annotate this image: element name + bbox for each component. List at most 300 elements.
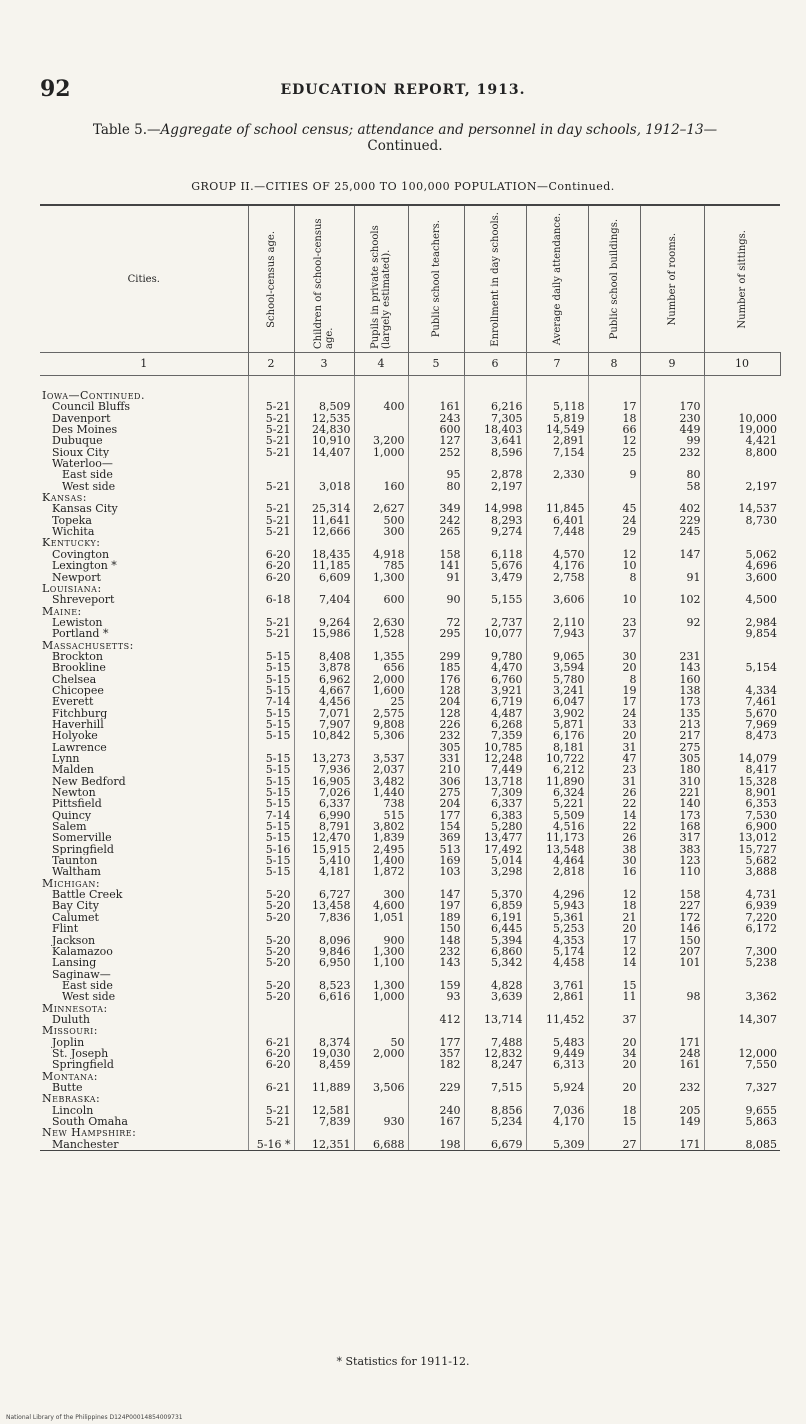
value-cell: 1,839 — [354, 832, 408, 843]
value-cell: 7-14 — [248, 810, 294, 821]
city-name-cell: Des Moines — [40, 424, 248, 435]
value-cell: 299 — [408, 651, 464, 662]
city-name-cell: Somerville — [40, 832, 248, 843]
value-cell: 5,943 — [526, 900, 588, 911]
value-cell: 90 — [408, 594, 464, 605]
value-cell: 8,730 — [745, 514, 777, 527]
value-cell: 148 — [408, 935, 464, 946]
value-cell — [354, 1093, 408, 1104]
value-cell — [526, 458, 588, 469]
value-cell: 3,802 — [354, 821, 408, 832]
city-name-cell: Louisiana: — [40, 583, 248, 594]
value-cell: 101 — [640, 957, 704, 968]
value-cell — [704, 640, 780, 651]
value-cell: 2,110 — [526, 617, 588, 628]
value-cell: 3,018 — [294, 481, 354, 492]
value-cell: 349 — [408, 503, 464, 514]
city-name-cell: Chicopee — [40, 685, 248, 696]
table-row — [40, 719, 780, 730]
value-cell: 14,307 — [738, 1013, 777, 1026]
city-name-cell: New Bedford — [40, 776, 248, 787]
value-cell — [408, 1003, 464, 1014]
city-name-cell: New Hampshire: — [40, 1127, 248, 1138]
column-header — [704, 205, 780, 353]
value-cell: 8,293 — [464, 515, 526, 526]
value-cell: 515 — [354, 810, 408, 821]
value-cell: 13,548 — [526, 844, 588, 855]
city-name-cell: Covington — [40, 549, 248, 560]
value-cell: 400 — [354, 401, 408, 412]
value-cell: 6,609 — [294, 572, 354, 583]
column-number-row — [40, 353, 780, 376]
table-row — [40, 957, 780, 968]
column-header-label: Public school buildings. — [608, 218, 620, 340]
city-name-cell: Everett — [40, 696, 248, 707]
table-row — [40, 560, 780, 571]
value-cell: 5-15 — [248, 651, 294, 662]
value-cell: 5,361 — [526, 912, 588, 923]
value-cell: 14 — [588, 810, 640, 821]
value-cell — [588, 878, 640, 889]
value-cell: 23 — [588, 617, 640, 628]
city-name-cell: Malden — [40, 764, 248, 775]
column-header-label: Pupils in private schools (largely estimated). — [370, 225, 392, 349]
value-cell: 7,550 — [745, 1059, 777, 1071]
value-cell: 7,448 — [526, 526, 588, 537]
value-cell: 5-20 — [248, 946, 294, 957]
value-cell: 357 — [408, 1048, 464, 1059]
value-cell: 198 — [408, 1139, 464, 1151]
value-cell — [354, 583, 408, 594]
value-cell — [354, 492, 408, 503]
value-cell: 9,264 — [294, 617, 354, 628]
caption-continued: Continued. — [367, 138, 443, 154]
column-number: 9 — [640, 353, 704, 376]
value-cell: 5,238 — [745, 957, 777, 969]
value-cell: 5-20 — [248, 991, 294, 1002]
value-cell: 5-21 — [248, 481, 294, 492]
value-cell: 177 — [408, 810, 464, 821]
value-cell: 5-15 — [248, 662, 294, 673]
value-cell — [526, 583, 588, 594]
value-cell: 185 — [408, 662, 464, 673]
city-name-cell: Waterloo— — [40, 458, 248, 469]
value-cell: 6,616 — [294, 991, 354, 1002]
value-cell: 5-21 — [248, 617, 294, 628]
value-cell: 5,280 — [464, 821, 526, 832]
city-name-cell: Kansas: — [40, 492, 248, 503]
value-cell — [248, 640, 294, 651]
value-cell — [248, 1093, 294, 1104]
city-name-cell: Massachusetts: — [40, 640, 248, 651]
value-cell: 3,362 — [745, 991, 777, 1003]
value-cell: 232 — [640, 447, 704, 458]
value-cell: 149 — [640, 1116, 704, 1127]
value-cell: 2,818 — [526, 866, 588, 877]
value-cell: 6-20 — [248, 549, 294, 560]
city-name-cell: Bay City — [40, 900, 248, 911]
table-row — [40, 515, 780, 526]
value-cell: 2,878 — [464, 469, 526, 480]
value-cell: 242 — [408, 515, 464, 526]
column-header — [294, 205, 354, 353]
value-cell: 13,273 — [294, 753, 354, 764]
value-cell — [354, 1071, 408, 1082]
value-cell: 5-15 — [248, 753, 294, 764]
value-cell: 204 — [408, 696, 464, 707]
value-cell: 5,253 — [526, 923, 588, 934]
value-cell: 37 — [588, 628, 640, 639]
city-name-cell: Montana: — [40, 1071, 248, 1082]
value-cell: 6,337 — [464, 798, 526, 809]
value-cell: 230 — [640, 413, 704, 424]
column-header — [354, 205, 408, 353]
value-cell: 7,936 — [294, 764, 354, 775]
value-cell: 16 — [588, 866, 640, 877]
value-cell: 80 — [640, 469, 704, 480]
value-cell: 6,383 — [464, 810, 526, 821]
value-cell — [464, 640, 526, 651]
value-cell: 72 — [408, 617, 464, 628]
value-cell: 135 — [640, 708, 704, 719]
city-name-cell: Lansing — [40, 957, 248, 968]
value-cell: 147 — [408, 889, 464, 900]
value-cell: 2,000 — [354, 1048, 408, 1059]
table-row — [40, 742, 780, 753]
value-cell: 5-15 — [248, 719, 294, 730]
value-cell: 24 — [588, 708, 640, 719]
table-row — [40, 889, 780, 900]
value-cell: 5,306 — [354, 730, 408, 741]
value-cell — [526, 492, 588, 503]
table-row — [40, 810, 780, 821]
value-cell: 123 — [640, 855, 704, 866]
value-cell: 2,037 — [354, 764, 408, 775]
value-cell — [408, 969, 464, 980]
value-cell: 8,509 — [294, 401, 354, 412]
value-cell: 6,047 — [526, 696, 588, 707]
value-cell: 4,456 — [294, 696, 354, 707]
table-row — [40, 912, 780, 923]
column-header-label: Public school teachers. — [430, 220, 442, 338]
value-cell: 5-21 — [248, 424, 294, 435]
value-cell: 3,902 — [526, 708, 588, 719]
value-cell — [588, 969, 640, 980]
value-cell: 15 — [588, 980, 640, 991]
value-cell: 2,575 — [354, 708, 408, 719]
city-name-cell: Minnesota: — [40, 1003, 248, 1014]
city-name-cell: Springfield — [40, 844, 248, 855]
value-cell: 900 — [354, 935, 408, 946]
column-number: 6 — [464, 353, 526, 376]
value-cell: 18 — [588, 413, 640, 424]
value-cell: 1,051 — [354, 912, 408, 923]
value-cell: 6,950 — [294, 957, 354, 968]
value-cell: 738 — [354, 798, 408, 809]
value-cell: 6,860 — [464, 946, 526, 957]
column-header — [588, 205, 640, 353]
value-cell: 6,727 — [294, 889, 354, 900]
value-cell — [354, 1127, 408, 1138]
value-cell: 18,403 — [464, 424, 526, 435]
city-name-cell: Flint — [40, 923, 248, 934]
city-name-cell: Battle Creek — [40, 889, 248, 900]
city-name-cell: Salem — [40, 821, 248, 832]
value-cell: 58 — [640, 481, 704, 492]
value-cell: 12,000 — [738, 1047, 777, 1060]
value-cell: 7,515 — [464, 1082, 526, 1093]
value-cell: 10,842 — [294, 730, 354, 741]
value-cell — [526, 1003, 588, 1014]
value-cell: 180 — [640, 764, 704, 775]
city-name-cell: West side — [40, 481, 248, 492]
value-cell: 3,606 — [526, 594, 588, 605]
value-cell: 295 — [408, 628, 464, 639]
table-row — [40, 935, 780, 946]
value-cell — [526, 1093, 588, 1104]
value-cell: 7,530 — [745, 809, 777, 822]
table-row — [40, 424, 780, 435]
value-cell: 412 — [408, 1014, 464, 1025]
value-cell: 6,939 — [745, 900, 777, 912]
table-row — [40, 1037, 780, 1048]
value-cell: 14,407 — [294, 447, 354, 458]
value-cell: 275 — [408, 787, 464, 798]
table-row — [40, 594, 780, 605]
table-row — [40, 413, 780, 424]
value-cell — [248, 469, 294, 480]
value-cell: 1,000 — [354, 447, 408, 458]
value-cell: 4,487 — [464, 708, 526, 719]
value-cell — [640, 560, 704, 571]
value-cell — [464, 1127, 526, 1138]
value-cell: 158 — [408, 549, 464, 560]
value-cell: 14,537 — [738, 503, 777, 515]
value-cell: 6,679 — [464, 1139, 526, 1151]
value-cell: 38 — [588, 844, 640, 855]
value-cell: 245 — [640, 526, 704, 537]
value-cell: 4,828 — [464, 980, 526, 991]
city-name-cell: Brookline — [40, 662, 248, 673]
table-row — [40, 1048, 780, 1059]
state-section-row — [40, 1003, 780, 1014]
table-row — [40, 764, 780, 775]
value-cell: 50 — [354, 1037, 408, 1048]
value-cell: 20 — [588, 662, 640, 673]
value-cell: 7,488 — [464, 1037, 526, 1048]
value-cell — [704, 583, 780, 594]
city-name-cell: Council Bluffs — [40, 401, 248, 412]
value-cell — [408, 583, 464, 594]
city-name-cell: South Omaha — [40, 1116, 248, 1127]
value-cell: 252 — [408, 447, 464, 458]
city-name-cell: Kalamazoo — [40, 946, 248, 957]
value-cell — [704, 742, 780, 753]
city-name-cell: Topeka — [40, 515, 248, 526]
value-cell: 10 — [588, 594, 640, 605]
value-cell — [588, 492, 640, 503]
value-cell: 2,861 — [526, 991, 588, 1002]
city-name-cell: Chelsea — [40, 674, 248, 685]
value-cell: 231 — [640, 651, 704, 662]
value-cell: 656 — [354, 662, 408, 673]
column-header-label: Children of school-census age. — [313, 218, 335, 349]
value-cell — [704, 980, 780, 991]
value-cell: 167 — [408, 1116, 464, 1127]
value-cell: 3,200 — [354, 435, 408, 446]
group-heading: GROUP II.—CITIES OF 25,000 TO 100,000 POPULATION—Continued. — [191, 180, 615, 193]
table-row — [40, 776, 780, 787]
value-cell: 143 — [640, 662, 704, 673]
value-cell: 19 — [588, 685, 640, 696]
value-cell: 4,731 — [745, 889, 777, 901]
value-cell — [408, 1093, 464, 1104]
city-name-cell: Lynn — [40, 753, 248, 764]
value-cell: 5-21 — [248, 413, 294, 424]
value-cell: 5-20 — [248, 912, 294, 923]
value-cell: 7,839 — [294, 1116, 354, 1127]
value-cell — [640, 1127, 704, 1138]
value-cell: 15,986 — [294, 628, 354, 639]
value-cell: 317 — [640, 832, 704, 843]
value-cell: 14,549 — [526, 424, 588, 435]
value-cell — [704, 1127, 780, 1138]
state-section-row — [40, 1025, 780, 1036]
value-cell — [704, 969, 780, 980]
value-cell: 12,351 — [294, 1139, 354, 1151]
value-cell: 300 — [354, 526, 408, 537]
table-row — [40, 832, 780, 843]
value-cell: 306 — [408, 776, 464, 787]
value-cell — [464, 969, 526, 980]
table-row — [40, 469, 780, 480]
value-cell: 4,516 — [526, 821, 588, 832]
value-cell — [354, 878, 408, 889]
column-number: 7 — [526, 353, 588, 376]
value-cell: 8,523 — [294, 980, 354, 991]
value-cell: 5-15 — [248, 798, 294, 809]
value-cell — [464, 878, 526, 889]
value-cell: 5,410 — [294, 855, 354, 866]
value-cell: 5-21 — [248, 1105, 294, 1116]
value-cell: 22 — [588, 821, 640, 832]
value-cell: 24 — [588, 515, 640, 526]
value-cell: 205 — [640, 1105, 704, 1116]
value-cell: 4,334 — [745, 684, 777, 697]
value-cell: 5-15 — [248, 674, 294, 685]
value-cell: 177 — [408, 1037, 464, 1048]
value-cell: 221 — [640, 787, 704, 798]
value-cell: 12,832 — [464, 1048, 526, 1059]
value-cell: 449 — [640, 424, 704, 435]
value-cell: 3,594 — [526, 662, 588, 673]
value-cell — [294, 878, 354, 889]
value-cell: 171 — [640, 1037, 704, 1048]
value-cell — [526, 878, 588, 889]
value-cell: 140 — [640, 798, 704, 809]
value-cell: 210 — [408, 764, 464, 775]
value-cell: 4,353 — [526, 935, 588, 946]
value-cell: 7,943 — [526, 628, 588, 639]
value-cell: 11,173 — [526, 832, 588, 843]
value-cell: 17,492 — [464, 844, 526, 855]
value-cell: 15,915 — [294, 844, 354, 855]
value-cell: 3,506 — [354, 1082, 408, 1093]
value-cell: 17 — [588, 935, 640, 946]
value-cell: 26 — [588, 832, 640, 843]
value-cell: 5-15 — [248, 787, 294, 798]
table-body — [40, 376, 780, 1151]
value-cell: 146 — [640, 923, 704, 934]
value-cell: 5,370 — [464, 889, 526, 900]
value-cell: 2,330 — [526, 469, 588, 480]
statistics-table-wrapper — [40, 204, 780, 1151]
table-row — [40, 572, 780, 583]
value-cell — [704, 651, 780, 662]
value-cell: 161 — [408, 401, 464, 412]
value-cell: 3,921 — [464, 685, 526, 696]
table-row — [40, 651, 780, 662]
value-cell — [464, 1071, 526, 1082]
value-cell: 6-20 — [248, 560, 294, 571]
value-cell: 7,969 — [745, 718, 777, 731]
value-cell: 3,888 — [745, 866, 777, 878]
value-cell — [704, 469, 780, 480]
value-cell: 5-15 — [248, 708, 294, 719]
value-cell — [464, 1093, 526, 1104]
value-cell — [248, 1025, 294, 1036]
value-cell: 5,780 — [526, 674, 588, 685]
value-cell — [704, 401, 780, 412]
value-cell: 5,509 — [526, 810, 588, 821]
value-cell — [464, 1025, 526, 1036]
value-cell — [408, 606, 464, 617]
value-cell: 8,181 — [526, 742, 588, 753]
value-cell — [640, 628, 704, 639]
table-row — [40, 696, 780, 707]
value-cell: 12,581 — [294, 1105, 354, 1116]
value-cell — [588, 537, 640, 548]
value-cell — [294, 537, 354, 548]
state-section-row — [40, 878, 780, 889]
value-cell: 8,408 — [294, 651, 354, 662]
value-cell — [640, 640, 704, 651]
value-cell: 3,482 — [354, 776, 408, 787]
value-cell — [640, 969, 704, 980]
value-cell: 23 — [588, 764, 640, 775]
value-cell: 2,495 — [354, 844, 408, 855]
value-cell — [294, 376, 354, 402]
value-cell: 12,248 — [464, 753, 526, 764]
value-cell: 7,836 — [294, 912, 354, 923]
value-cell: 5,924 — [526, 1082, 588, 1093]
value-cell — [408, 878, 464, 889]
value-cell: 103 — [408, 866, 464, 877]
value-cell — [704, 878, 780, 889]
column-header-label: Number of rooms. — [666, 232, 678, 326]
value-cell: 4,918 — [354, 549, 408, 560]
value-cell: 31 — [588, 776, 640, 787]
table-row — [40, 821, 780, 832]
column-header — [248, 205, 294, 353]
value-cell: 147 — [640, 549, 704, 560]
value-cell: 6,445 — [464, 923, 526, 934]
table-row — [40, 730, 780, 741]
value-cell: 150 — [408, 923, 464, 934]
city-name-cell: Lexington * — [40, 560, 248, 571]
value-cell — [640, 376, 704, 402]
city-name-cell: Waltham — [40, 866, 248, 877]
